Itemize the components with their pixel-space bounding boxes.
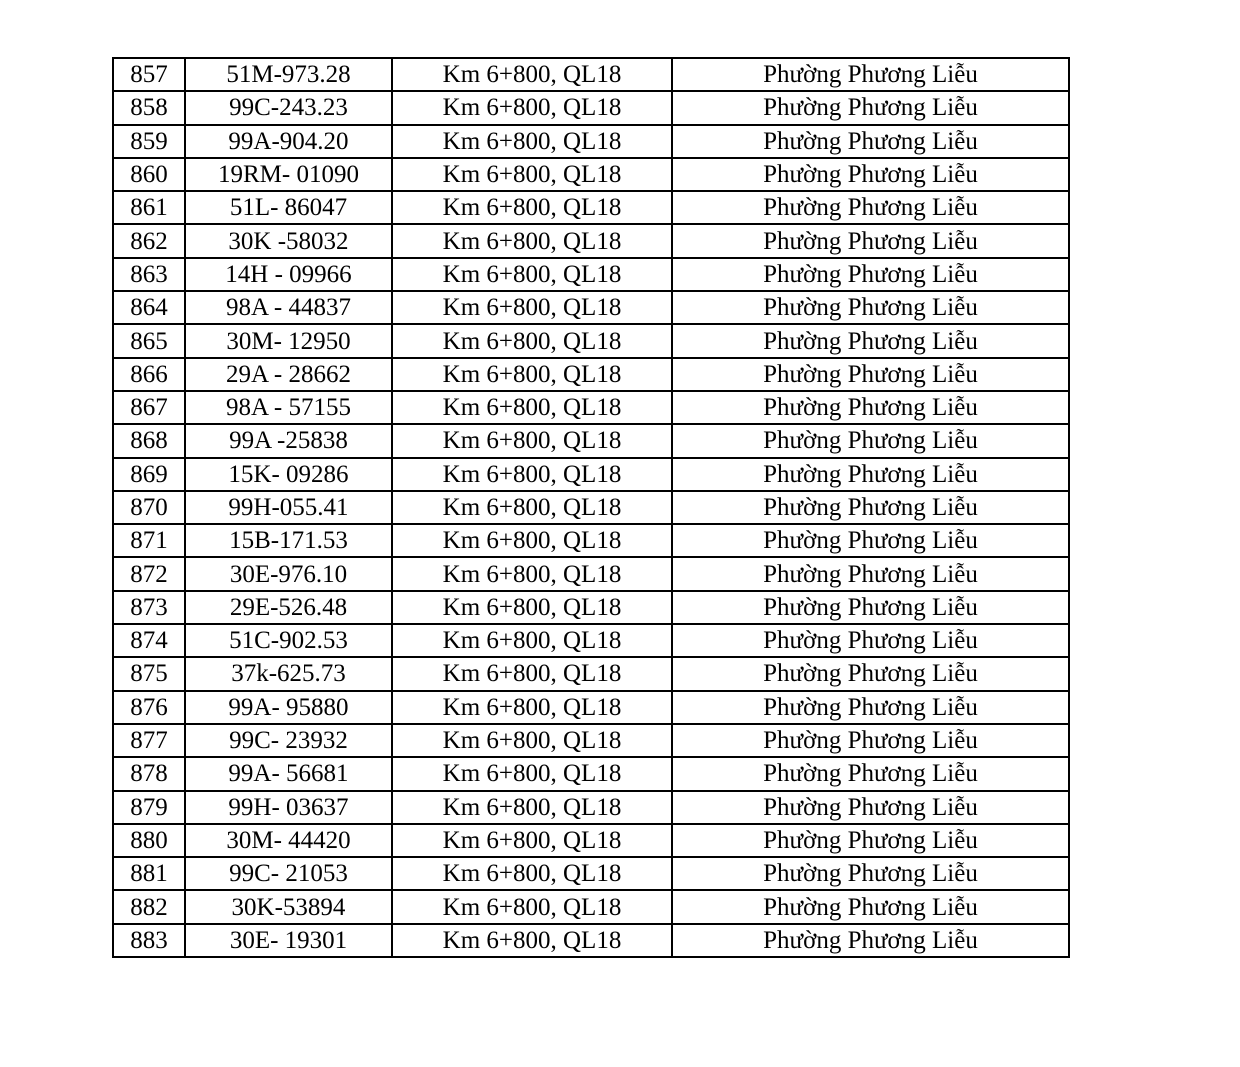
table-row [113, 491, 1069, 524]
row-number-cell: 866 [113, 358, 185, 391]
row-number-cell: 868 [113, 424, 185, 457]
license-plate-cell: 99A- 95880 [185, 691, 392, 724]
location-cell: Km 6+800, QL18 [392, 191, 672, 224]
location-cell: Km 6+800, QL18 [392, 324, 672, 357]
license-plate-cell: 30E-976.10 [185, 557, 392, 590]
location-cell: Km 6+800, QL18 [392, 58, 672, 91]
license-plate-cell: 51L- 86047 [185, 191, 392, 224]
license-plate-cell: 30E- 19301 [185, 924, 392, 957]
license-plate-cell: 15K- 09286 [185, 458, 392, 491]
table-row [113, 291, 1069, 324]
ward-cell: Phường Phương Liễu [672, 591, 1069, 624]
license-plate-cell: 19RM- 01090 [185, 158, 392, 191]
license-plate-cell: 51C-902.53 [185, 624, 392, 657]
table-row [113, 458, 1069, 491]
license-plate-cell: 98A - 57155 [185, 391, 392, 424]
ward-cell: Phường Phương Liễu [672, 624, 1069, 657]
row-number-cell: 870 [113, 491, 185, 524]
location-cell: Km 6+800, QL18 [392, 258, 672, 291]
ward-cell: Phường Phương Liễu [672, 258, 1069, 291]
ward-cell: Phường Phương Liễu [672, 557, 1069, 590]
ward-cell: Phường Phương Liễu [672, 824, 1069, 857]
license-plate-cell: 14H - 09966 [185, 258, 392, 291]
table-row [113, 224, 1069, 257]
location-cell: Km 6+800, QL18 [392, 524, 672, 557]
license-plate-cell: 99H- 03637 [185, 791, 392, 824]
license-plate-cell: 99C- 21053 [185, 857, 392, 890]
ward-cell: Phường Phương Liễu [672, 324, 1069, 357]
location-cell: Km 6+800, QL18 [392, 291, 672, 324]
table-row [113, 824, 1069, 857]
row-number-cell: 869 [113, 458, 185, 491]
row-number-cell: 872 [113, 557, 185, 590]
location-cell: Km 6+800, QL18 [392, 591, 672, 624]
table-row [113, 691, 1069, 724]
ward-cell: Phường Phương Liễu [672, 924, 1069, 957]
table-row [113, 624, 1069, 657]
row-number-cell: 863 [113, 258, 185, 291]
license-plate-cell: 99A -25838 [185, 424, 392, 457]
row-number-cell: 880 [113, 824, 185, 857]
license-plate-cell: 51M-973.28 [185, 58, 392, 91]
row-number-cell: 876 [113, 691, 185, 724]
ward-cell: Phường Phương Liễu [672, 125, 1069, 158]
table-row [113, 158, 1069, 191]
row-number-cell: 864 [113, 291, 185, 324]
row-number-cell: 858 [113, 91, 185, 124]
location-cell: Km 6+800, QL18 [392, 824, 672, 857]
ward-cell: Phường Phương Liễu [672, 657, 1069, 690]
row-number-cell: 883 [113, 924, 185, 957]
row-number-cell: 865 [113, 324, 185, 357]
license-plate-cell: 99C-243.23 [185, 91, 392, 124]
row-number-cell: 875 [113, 657, 185, 690]
table-row [113, 757, 1069, 790]
license-plate-cell: 37k-625.73 [185, 657, 392, 690]
location-cell: Km 6+800, QL18 [392, 624, 672, 657]
table-row [113, 58, 1069, 91]
ward-cell: Phường Phương Liễu [672, 91, 1069, 124]
location-cell: Km 6+800, QL18 [392, 91, 672, 124]
row-number-cell: 879 [113, 791, 185, 824]
violation-table [112, 57, 1070, 958]
row-number-cell: 857 [113, 58, 185, 91]
location-cell: Km 6+800, QL18 [392, 158, 672, 191]
location-cell: Km 6+800, QL18 [392, 557, 672, 590]
row-number-cell: 873 [113, 591, 185, 624]
row-number-cell: 878 [113, 757, 185, 790]
license-plate-cell: 99C- 23932 [185, 724, 392, 757]
location-cell: Km 6+800, QL18 [392, 724, 672, 757]
row-number-cell: 859 [113, 125, 185, 158]
ward-cell: Phường Phương Liễu [672, 524, 1069, 557]
ward-cell: Phường Phương Liễu [672, 890, 1069, 923]
ward-cell: Phường Phương Liễu [672, 158, 1069, 191]
license-plate-cell: 29A - 28662 [185, 358, 392, 391]
table-row [113, 424, 1069, 457]
row-number-cell: 881 [113, 857, 185, 890]
license-plate-cell: 29E-526.48 [185, 591, 392, 624]
row-number-cell: 862 [113, 224, 185, 257]
location-cell: Km 6+800, QL18 [392, 224, 672, 257]
table-body [113, 58, 1069, 957]
table-row [113, 791, 1069, 824]
license-plate-cell: 30K-53894 [185, 890, 392, 923]
table-row [113, 591, 1069, 624]
table-row [113, 324, 1069, 357]
table-row [113, 524, 1069, 557]
table-row [113, 924, 1069, 957]
ward-cell: Phường Phương Liễu [672, 791, 1069, 824]
ward-cell: Phường Phương Liễu [672, 458, 1069, 491]
ward-cell: Phường Phương Liễu [672, 691, 1069, 724]
row-number-cell: 874 [113, 624, 185, 657]
location-cell: Km 6+800, QL18 [392, 424, 672, 457]
location-cell: Km 6+800, QL18 [392, 890, 672, 923]
ward-cell: Phường Phương Liễu [672, 291, 1069, 324]
location-cell: Km 6+800, QL18 [392, 125, 672, 158]
table-row [113, 258, 1069, 291]
table-row [113, 391, 1069, 424]
table-row [113, 857, 1069, 890]
ward-cell: Phường Phương Liễu [672, 491, 1069, 524]
ward-cell: Phường Phương Liễu [672, 757, 1069, 790]
location-cell: Km 6+800, QL18 [392, 657, 672, 690]
ward-cell: Phường Phương Liễu [672, 724, 1069, 757]
table-row [113, 358, 1069, 391]
location-cell: Km 6+800, QL18 [392, 924, 672, 957]
license-plate-cell: 30M- 44420 [185, 824, 392, 857]
location-cell: Km 6+800, QL18 [392, 691, 672, 724]
ward-cell: Phường Phương Liễu [672, 224, 1069, 257]
row-number-cell: 871 [113, 524, 185, 557]
table-row [113, 191, 1069, 224]
row-number-cell: 860 [113, 158, 185, 191]
table-row [113, 557, 1069, 590]
license-plate-cell: 99A- 56681 [185, 757, 392, 790]
location-cell: Km 6+800, QL18 [392, 458, 672, 491]
table-row [113, 125, 1069, 158]
ward-cell: Phường Phương Liễu [672, 424, 1069, 457]
table-row [113, 724, 1069, 757]
license-plate-cell: 99H-055.41 [185, 491, 392, 524]
table-row [113, 890, 1069, 923]
license-plate-cell: 15B-171.53 [185, 524, 392, 557]
location-cell: Km 6+800, QL18 [392, 491, 672, 524]
location-cell: Km 6+800, QL18 [392, 791, 672, 824]
row-number-cell: 882 [113, 890, 185, 923]
table-row [113, 657, 1069, 690]
ward-cell: Phường Phương Liễu [672, 191, 1069, 224]
license-plate-cell: 30M- 12950 [185, 324, 392, 357]
row-number-cell: 867 [113, 391, 185, 424]
ward-cell: Phường Phương Liễu [672, 391, 1069, 424]
location-cell: Km 6+800, QL18 [392, 358, 672, 391]
ward-cell: Phường Phương Liễu [672, 358, 1069, 391]
location-cell: Km 6+800, QL18 [392, 391, 672, 424]
ward-cell: Phường Phương Liễu [672, 58, 1069, 91]
ward-cell: Phường Phương Liễu [672, 857, 1069, 890]
license-plate-cell: 30K -58032 [185, 224, 392, 257]
license-plate-cell: 99A-904.20 [185, 125, 392, 158]
row-number-cell: 861 [113, 191, 185, 224]
row-number-cell: 877 [113, 724, 185, 757]
table-row [113, 91, 1069, 124]
license-plate-cell: 98A - 44837 [185, 291, 392, 324]
location-cell: Km 6+800, QL18 [392, 857, 672, 890]
location-cell: Km 6+800, QL18 [392, 757, 672, 790]
